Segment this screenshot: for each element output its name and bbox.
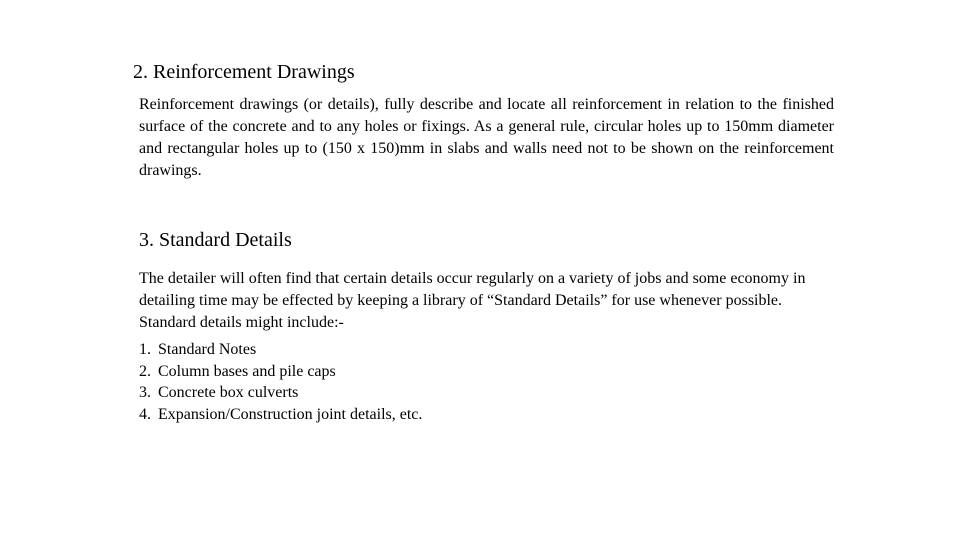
list-item-number: 2. — [139, 362, 151, 380]
list-item-number: 4. — [139, 406, 151, 424]
list-item — [139, 404, 422, 426]
list-item-text: Standard Notes — [158, 341, 257, 358]
list-item — [139, 339, 422, 361]
list-item-text: Concrete box culverts — [158, 384, 299, 402]
list-item-text: Expansion/Construction joint details, etc. — [158, 406, 423, 424]
section-heading-reinforcement-drawings: 2. Reinforcement Drawings — [133, 61, 355, 83]
list-item — [139, 361, 422, 383]
section-body-standard-details: The detailer will often find that certain details occur regularly on a variety of jobs and some economy in detailing time may be effected by keeping a library of “Standard Details” for use whenever possible. Standard details might include:- — [139, 270, 806, 331]
list-item-number: 1. — [139, 341, 151, 358]
list-item-number: 3. — [139, 384, 151, 402]
list-item — [139, 382, 422, 404]
list-item-text: Column bases and pile caps — [158, 362, 336, 380]
section-heading-standard-details: 3. Standard Details — [139, 229, 292, 251]
section-body-reinforcement-drawings: Reinforcement drawings (or details), fully describe and locate all reinforcement in relation to the finished surface of the concrete and to any holes or fixings. As a general rule, circular holes up to 150mm diameter and rectangular holes up to (150 x 150)mm in slabs and walls need not to be shown on the reinforcement drawings. — [139, 96, 834, 179]
standard-details-list — [139, 339, 422, 426]
